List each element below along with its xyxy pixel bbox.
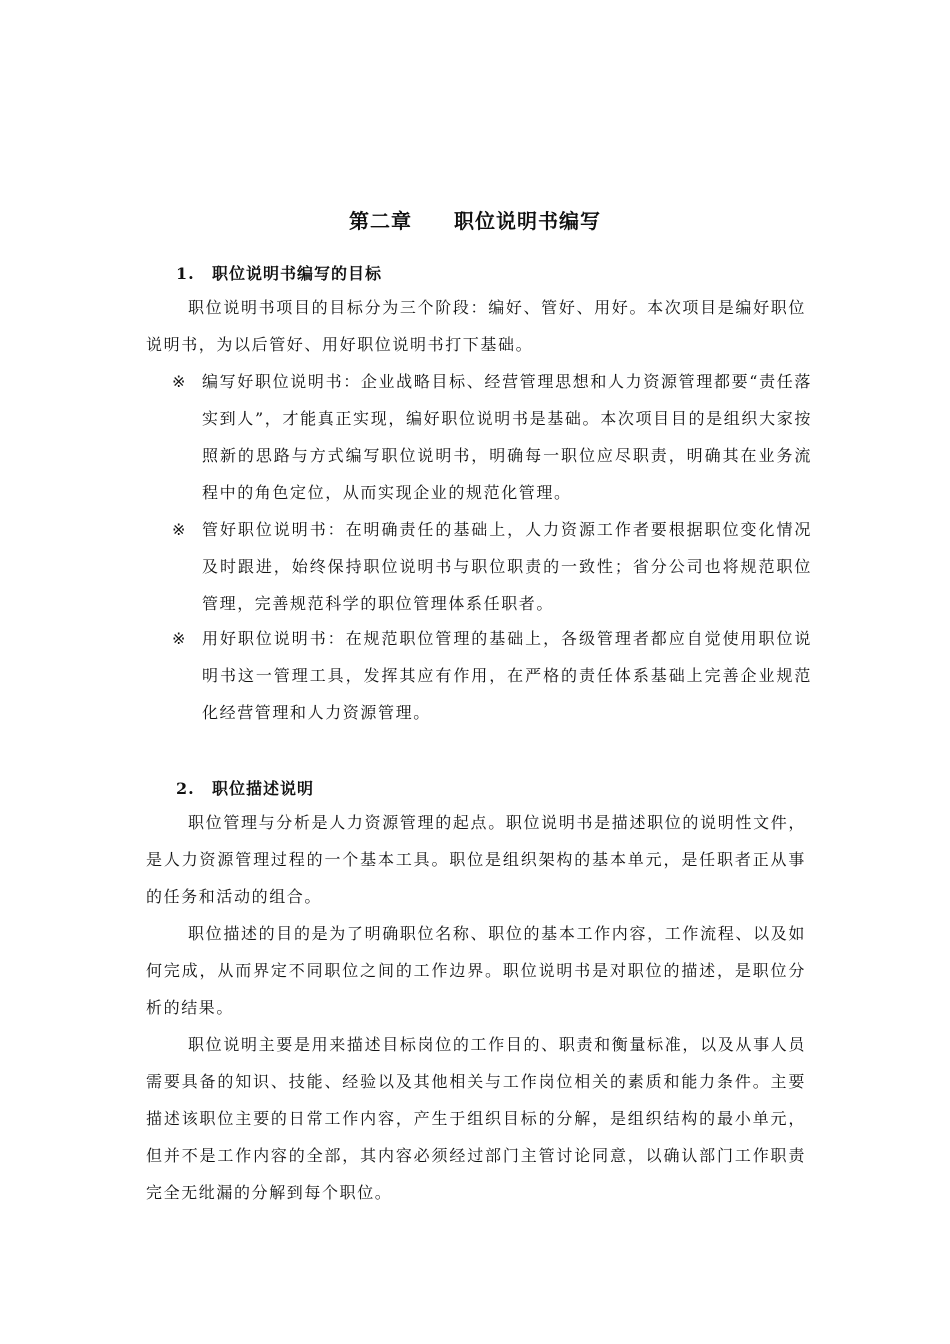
bullet-text: 编写好职位说明书：企业战略目标、经营管理思想和人力资源管理都要“责任落实到人”，才能真正实现，编好职位说明书是基础。本次项目目的是组织大家按照新的思路与方式编写职位说明书，明确每一职位应尽职责，明确其在业务流程中的角色定位，从而实现企业的规范化管理。	[202, 372, 812, 502]
section-1-number: 1.	[176, 264, 195, 283]
section-1-title: 职位说明书编写的目标	[212, 264, 383, 283]
section-2-heading	[176, 776, 314, 799]
reference-mark-icon: ※	[172, 629, 188, 648]
reference-mark-icon: ※	[172, 520, 188, 539]
section-2-paragraph: 职位说明主要是用来描述目标岗位的工作目的、职责和衡量标准，以及从事人员需要具备的知识、技能、经验以及其他相关与工作岗位相关的素质和能力条件。主要描述该职位主要的日常工作内容，产生于组织目标的分解，是组织结构的最小单元，但并不是工作内容的全部，其内容必须经过部门主管讨论同意，以确认部门工作职责完全无纰漏的分解到每个职位。	[146, 1035, 806, 1202]
section-1-heading	[176, 261, 382, 284]
section-2-paragraph: 职位管理与分析是人力资源管理的起点。职位说明书是描述职位的说明性文件，是人力资源管理过程的一个基本工具。职位是组织架构的基本单元，是任职者正从事的任务和活动的组合。	[146, 813, 806, 906]
section-1-intro-paragraph: 职位说明书项目的目标分为三个阶段：编好、管好、用好。本次项目是编好职位说明书，为以后管好、用好职位说明书打下基础。	[146, 298, 806, 354]
bullet-item	[172, 363, 812, 511]
bullet-item	[172, 511, 812, 622]
bullet-text: 用好职位说明书：在规范职位管理的基础上，各级管理者都应自觉使用职位说明书这一管理工具，发挥其应有作用，在严格的责任体系基础上完善企业规范化经营管理和人力资源管理。	[202, 629, 812, 722]
chapter-title: 第二章 职位说明书编写	[349, 209, 601, 233]
section-2-paragraph: 职位描述的目的是为了明确职位名称、职位的基本工作内容，工作流程、以及如何完成，从而界定不同职位之间的工作边界。职位说明书是对职位的描述，是职位分析的结果。	[146, 924, 806, 1017]
bullet-item	[172, 620, 812, 731]
bullet-text: 管好职位说明书：在明确责任的基础上，人力资源工作者要根据职位变化情况及时跟进，始终保持职位说明书与职位职责的一致性；省分公司也将规范职位管理，完善规范科学的职位管理体系任职者。	[202, 520, 812, 613]
reference-mark-icon: ※	[172, 372, 188, 391]
section-2-title: 职位描述说明	[212, 779, 315, 798]
section-2-number: 2.	[176, 779, 195, 798]
